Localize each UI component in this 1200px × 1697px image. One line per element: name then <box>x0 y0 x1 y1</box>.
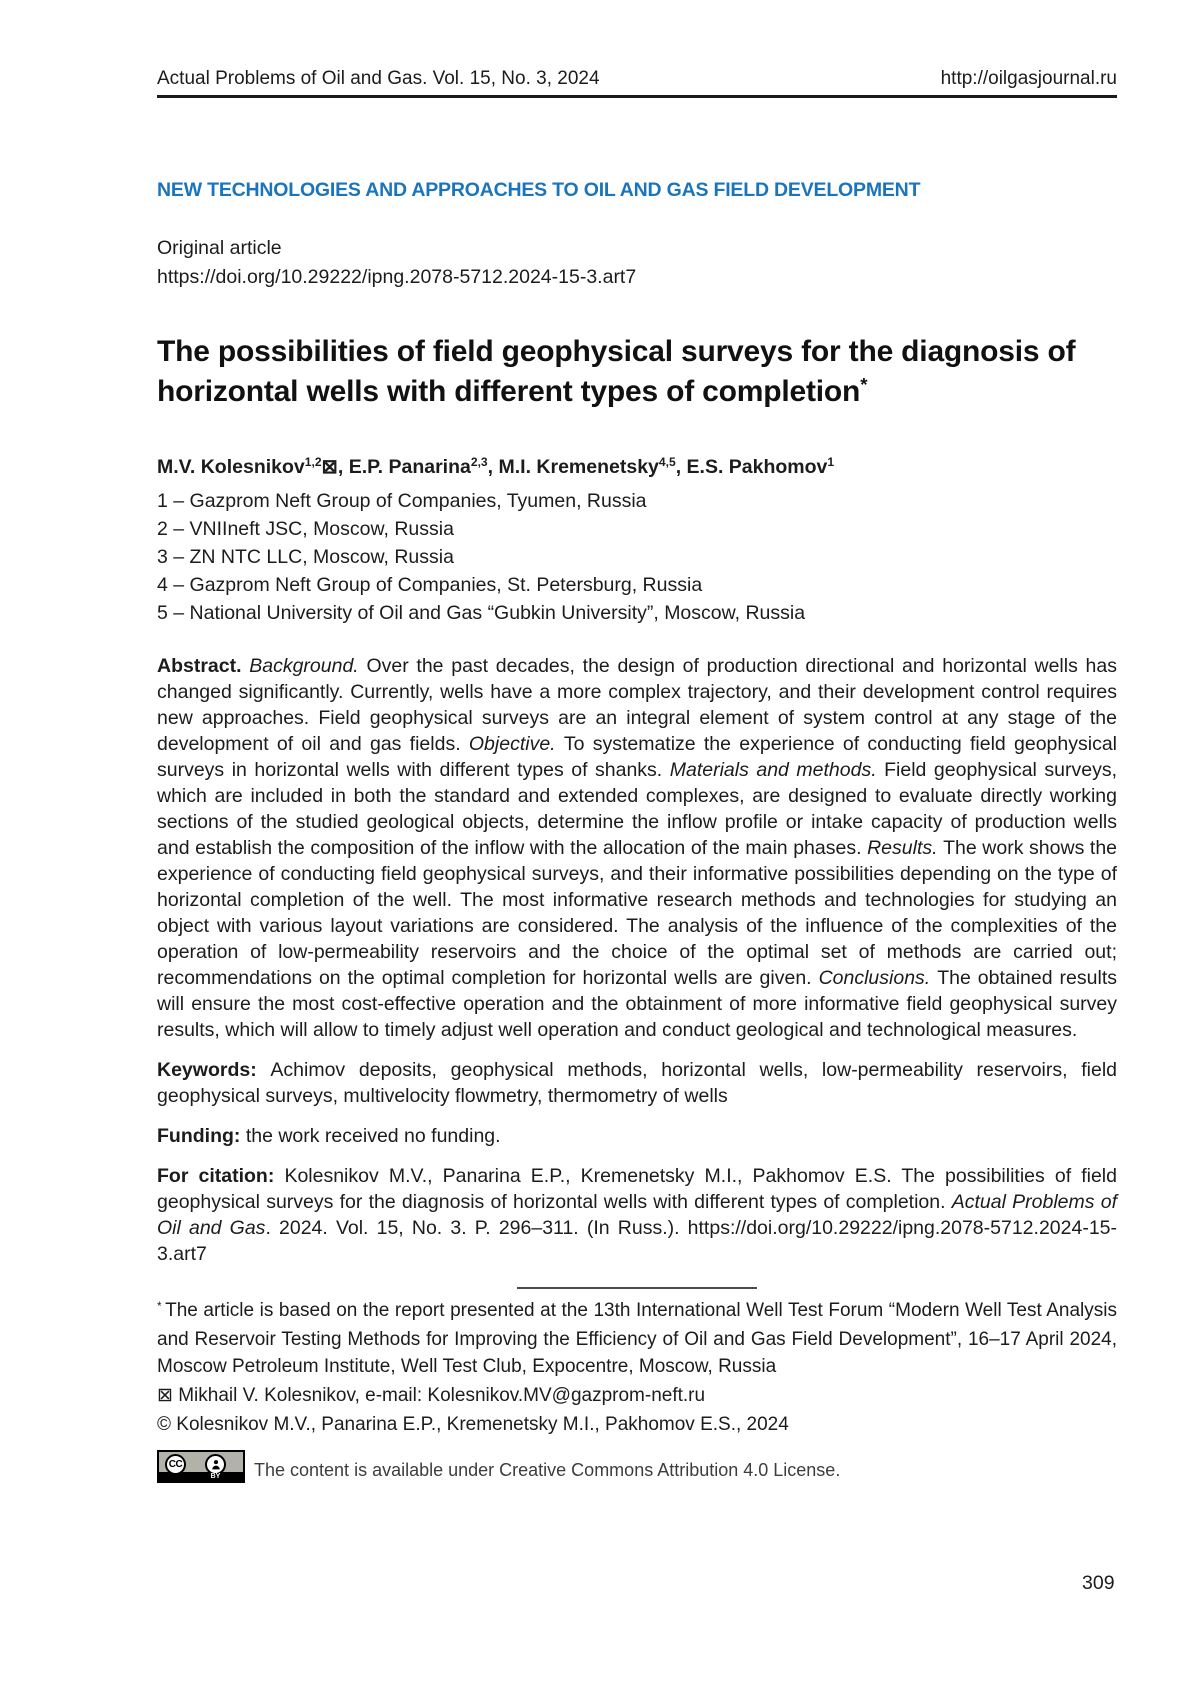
affiliation-item: 2 – VNIIneft JSC, Moscow, Russia <box>157 518 454 540</box>
funding-paragraph: Funding: the work received no funding. <box>157 1125 501 1147</box>
article-type-label: Original article <box>157 237 282 259</box>
affiliation-item: 1 – Gazprom Neft Group of Companies, Tyumen, Russia <box>157 490 647 512</box>
footnote-paragraph: * The article is based on the report presented at the 13th International Well Test Forum “Modern Well Test Analysis and Reservoir Testing Methods for Improving the Efficiency of Oil and Gas Field Development”, 16–17 April 2024, Moscow Petroleum Institute, Well Test Club, Expocentre, Moscow, Russia <box>157 1299 1117 1377</box>
footnote-divider <box>517 1287 757 1289</box>
by-label: BY <box>210 1473 221 1480</box>
affiliation-item: 3 – ZN NTC LLC, Moscow, Russia <box>157 546 454 568</box>
authors-line: M.V. Kolesnikov$^{1,2}$⊠, E.P. Panarina$^{2,3}$, M.I. Kremenetsky$^{4,5}$, E.S. Pakhomov$^1$ <box>157 455 835 478</box>
copyright-line: © Kolesnikov M.V., Panarina E.P., Kremenetsky M.I., Pakhomov E.S., 2024 <box>157 1414 789 1435</box>
cc-icon: CC <box>165 1454 186 1475</box>
page-header <box>157 68 1117 98</box>
journal-title: Actual Problems of Oil and Gas. Vol. 15, No. 3, 2024 <box>157 68 600 89</box>
license-text: The content is available under Creative Commons Attribution 4.0 License. <box>254 1460 841 1480</box>
correspondence-line: ⊠ Mikhail V. Kolesnikov, e-mail: Kolesnikov.MV@gazprom-neft.ru <box>157 1385 706 1406</box>
page-content <box>157 0 1117 1483</box>
page-title: The possibilities of field geophysical surveys for the diagnosis of horizontal wells with different types of completion* <box>157 335 1076 408</box>
license-row <box>157 1450 1117 1483</box>
affiliation-item: 5 – National University of Oil and Gas “Gubkin University”, Moscow, Russia <box>157 602 806 624</box>
cc-license-badge <box>157 1450 245 1483</box>
section-heading: NEW TECHNOLOGIES AND APPROACHES TO OIL AND GAS FIELD DEVELOPMENT <box>157 179 921 201</box>
keywords-paragraph: Keywords: Achimov deposits, geophysical methods, horizontal wells, low-permeability reservoirs, field geophysical surveys, multivelocity flowmetry, thermometry of wells <box>157 1059 1118 1107</box>
doi-link[interactable]: https://doi.org/10.29222/ipng.2078-5712.2024-15-3.art7 <box>157 266 637 288</box>
page-number: 309 <box>1082 1572 1115 1594</box>
abstract-paragraph: Abstract. Background. Over the past decades, the design of production directional and horizontal wells has changed significantly. Currently, wells have a more complex trajectory, and their development control requires new approaches. Field geophysical surveys are an integral element of system control at any stage of the development of oil and gas fields. Objective. To systematize the experience of conducting field geophysical surveys in horizontal wells with different types of shanks. Materials and methods. Field geophysical surveys, which are included in both the standard and extended complexes, are designed to evaluate directly working sections of the studied geological objects, determine the inflow profile or intake capacity of production wells and establish the composition of the inflow with the allocation of the main phases. Results. The work shows the experience of conducting field geophysical surveys, and their informative possibilities depending on the type of horizontal completion of the well. The most informative research methods and technologies for studying an object with various layout variations are considered. The analysis of the influence of the complexities of the operation of low-permeability reservoirs and the choice of the optimal set of methods are carried out; recommendations on the optimal completion for horizontal wells are given. Conclusions. The obtained results will ensure the most cost-effective operation and the obtainment of more informative field geophysical survey results, which will allow to timely adjust well operation and conduct geological and technological measures. <box>157 655 1118 1041</box>
affiliation-item: 4 – Gazprom Neft Group of Companies, St. Petersburg, Russia <box>157 574 703 596</box>
envelope-icon: ⊠ <box>157 1385 179 1406</box>
affiliations-list <box>157 487 1117 627</box>
envelope-icon: ⊠ <box>321 456 338 478</box>
citation-paragraph: For citation: Kolesnikov M.V., Panarina E.P., Kremenetsky M.I., Pakhomov E.S. The possibilities of field geophysical surveys for the diagnosis of horizontal wells with different types of completion. Actual Problems of Oil and Gas. 2024. Vol. 15, No. 3. P. 296–311. (In Russ.). https://doi.org/10.29222/ipng.2078-5712.2024-15-3.art7 <box>157 1165 1118 1265</box>
journal-url[interactable]: http://oilgasjournal.ru <box>940 68 1117 89</box>
